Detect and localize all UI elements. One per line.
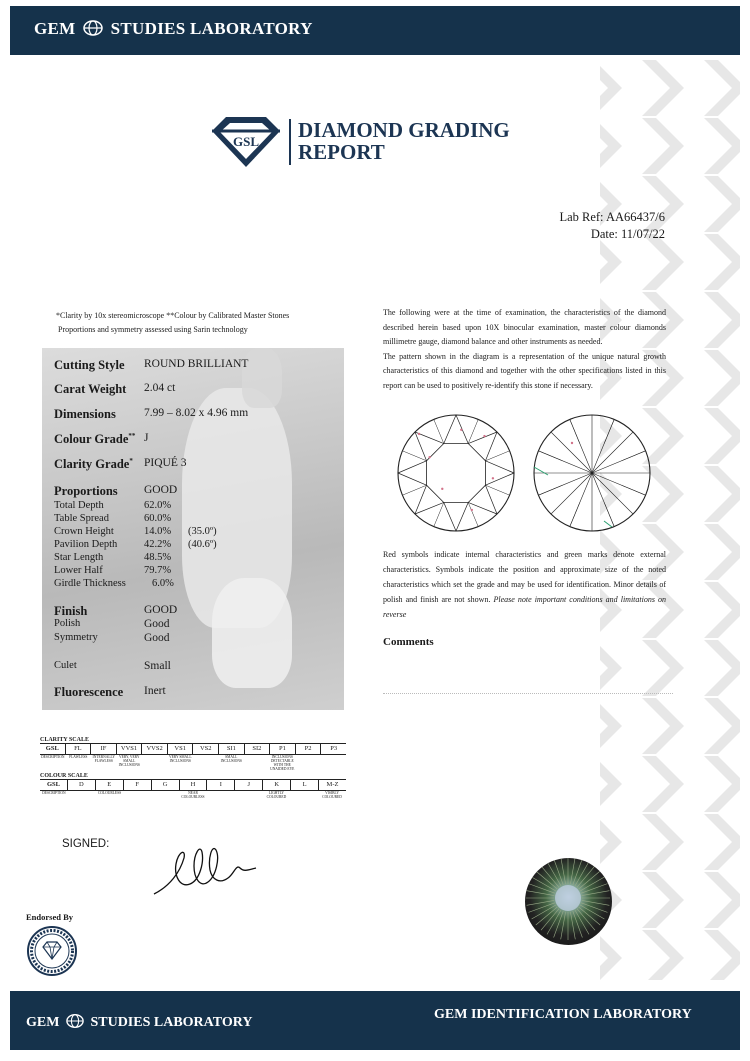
spec-value: GOOD: [144, 484, 178, 496]
gemmological-association-seal: [26, 925, 78, 977]
spec-symmetry: [54, 632, 170, 644]
examination-note-2: The pattern shown in the diagram is a representation of the unique natural growth characteristics of this diamond and together with the other specifications listed in this report can be used to positively re-identify this stone if necessary.: [383, 351, 666, 390]
spec-value: 79.7%: [144, 565, 172, 576]
spec-label: Polish: [54, 618, 81, 629]
report-date: Date: 11/07/22: [590, 227, 665, 241]
colour-grade: I: [206, 780, 234, 790]
clarity-description: SMALL INCLUSIONS: [220, 755, 242, 763]
clarity-description: [244, 755, 270, 762]
spec-label: Finish: [54, 604, 88, 618]
spec-pavilion-depth: [54, 539, 217, 550]
colour-scale-grades: [40, 779, 346, 791]
spec-value: 14.0%: [144, 526, 172, 537]
spec-label: Fluorescence: [54, 685, 124, 699]
clarity-grade: VS2: [192, 744, 218, 754]
spec-angle: (40.6º): [188, 539, 217, 550]
spec-value: 48.5%: [144, 552, 172, 563]
colour-description: DESCRIPTION: [42, 791, 66, 795]
spec-value: 6.0%: [152, 578, 174, 589]
colour-scale-descriptions: [40, 791, 346, 798]
spec-footnote-mark: **: [128, 432, 136, 440]
footer-title-lab: STUDIES LABORATORY: [90, 1015, 253, 1030]
report-title-line1: DIAMOND GRADING: [298, 118, 510, 142]
spec-value: Inert: [144, 685, 166, 697]
comments-heading: Comments: [383, 636, 434, 648]
colour-grade: GSL: [46, 781, 60, 788]
spec-value: ROUND BRILLIANT: [144, 358, 249, 370]
clarity-description: [295, 755, 321, 762]
spec-value: 2.04 ct: [144, 382, 176, 394]
clarity-grade: SI2: [244, 744, 270, 754]
plot-legend: [383, 547, 666, 622]
colour-grade: M-Z: [318, 780, 346, 790]
report-title-line2: REPORT: [298, 140, 385, 164]
colour-grade: H: [179, 780, 207, 790]
spec-label: Dimensions: [54, 407, 116, 421]
clarity-description: VERY SMALL INCLUSIONS: [168, 755, 192, 763]
spec-culet: [54, 660, 171, 672]
colour-description: VISIBLY COLOURED: [322, 791, 342, 799]
globe-icon: [83, 18, 103, 38]
clarity-description: [193, 755, 219, 762]
spec-value: 42.2%: [144, 539, 172, 550]
spec-label: Carat Weight: [54, 382, 127, 396]
footer-title-gem: GEM: [26, 1015, 60, 1030]
spec-label: Table Spread: [54, 513, 109, 524]
spec-label: Girdle Thickness: [54, 578, 126, 589]
colour-grade: K: [262, 780, 290, 790]
colour-description: [123, 791, 151, 798]
globe-icon: [66, 1012, 84, 1030]
spec-lower-half: [54, 565, 172, 576]
colour-description: [290, 791, 318, 798]
spec-label: Clarity Grade: [54, 457, 130, 472]
spec-label: Cutting Style: [54, 358, 125, 372]
spec-angle: (35.0º): [188, 526, 217, 537]
hologram-rays-icon: [525, 858, 612, 945]
colour-description: [151, 791, 179, 798]
footer-bar: [10, 991, 740, 1050]
spec-label: Symmetry: [54, 632, 98, 643]
signature-image: [150, 828, 260, 898]
comments-line: [383, 693, 673, 694]
clarity-description: [142, 755, 168, 762]
clarity-scale-descriptions: [40, 755, 346, 771]
colour-grade: L: [290, 780, 318, 790]
endorsed-label: Endorsed By: [26, 912, 73, 922]
logo-mark-text: GSL: [232, 134, 260, 149]
header-bar: [10, 6, 740, 55]
spec-label: Total Depth: [54, 500, 104, 511]
spec-label: Lower Half: [54, 565, 103, 576]
spec-value: Good: [144, 632, 170, 644]
signed-label: SIGNED:: [62, 838, 110, 850]
spec-total-depth: [54, 500, 172, 511]
examination-note-1: The following were at the time of examination, the characteristics of the diamond described herein based upon 10X binocular examination, master colour diamonds millimetre gauge, diamond balance and other instruments as needed.: [383, 308, 666, 346]
report-reference: [540, 209, 665, 243]
assessment-note-2: Proportions and symmetry assessed using Sarin technology: [58, 325, 248, 334]
spec-value: 60.0%: [144, 513, 172, 524]
colour-grade: E: [95, 780, 123, 790]
colour-grade: J: [234, 780, 262, 790]
colour-description: [68, 791, 96, 798]
gsl-diamond-icon: [208, 113, 284, 171]
colour-scale: [40, 773, 346, 798]
spec-label: Colour Grade: [54, 432, 129, 447]
colour-grade: D: [67, 780, 95, 790]
logo-divider: [289, 119, 291, 165]
clarity-grade: GSL: [45, 745, 59, 752]
clarity-grade: VVS1: [116, 744, 142, 754]
spec-value: 62.0%: [144, 500, 172, 511]
pavilion-plot: [534, 415, 650, 531]
clarity-scale: [40, 737, 346, 771]
spec-value: PIQUÉ 3: [144, 457, 187, 469]
spec-value: GOOD: [144, 604, 178, 616]
spec-label: Proportions: [54, 484, 118, 498]
clarity-grade: P2: [295, 744, 321, 754]
clarity-description: INCLUSIONS DETECTABLE WITH THE UNAIDED EYE: [270, 755, 295, 771]
header-title-gem: GEM: [34, 19, 76, 38]
plot-legend-text: Red symbols indicate internal characteristics and green marks denote external characteristics. Symbols indicate the position and approximate size of the noted characteristics which set the grade and may be used for identification. Minor details of polish and finish are not shown.: [383, 550, 666, 604]
colour-description: LIGHTLY COLOURED: [266, 791, 287, 799]
spec-label: Pavilion Depth: [54, 539, 118, 550]
clarity-scale-grades: [40, 743, 346, 755]
spec-crown-height: [54, 526, 217, 537]
report-title: [298, 119, 510, 163]
clarity-grade: IF: [90, 744, 116, 754]
clarity-grade: SI1: [218, 744, 244, 754]
examination-notes: [383, 306, 666, 393]
clarity-plot-diagram: [393, 410, 658, 536]
clarity-grade: VVS2: [141, 744, 167, 754]
clarity-description: VERY, VERY SMALL INCLUSIONS: [118, 755, 140, 767]
spec-footnote-mark: *: [129, 457, 133, 465]
clarity-scale-title: CLARITY SCALE: [40, 737, 89, 743]
footer-left-title: [26, 1012, 252, 1031]
spec-polish: [54, 618, 170, 630]
spec-value: Good: [144, 618, 170, 630]
plot-legend-note: Please note important conditions and limitations on reverse: [383, 595, 666, 619]
spec-star-length: [54, 552, 172, 563]
clarity-description: [321, 755, 347, 762]
clarity-description: FLAWLESS: [69, 755, 88, 759]
assessment-notes: [56, 309, 356, 337]
hologram-seal: [525, 858, 612, 945]
spec-value: 7.99 – 8.02 x 4.96 mm: [144, 407, 249, 419]
assessment-note-1: *Clarity by 10x stereomicroscope **Colour by Calibrated Master Stones: [56, 311, 290, 320]
colour-description: [235, 791, 263, 798]
spec-label: Culet: [54, 660, 77, 671]
report-logo: [208, 113, 508, 173]
colour-scale-title: COLOUR SCALE: [40, 773, 88, 779]
colour-description: COLOURLESS: [97, 791, 122, 795]
footer-right-title: GEM IDENTIFICATION LABORATORY: [434, 1007, 692, 1022]
spec-girdle-thickness: [54, 578, 174, 589]
colour-grade: G: [151, 780, 179, 790]
spec-label: Star Length: [54, 552, 104, 563]
clarity-description: INTERNALLY FLAWLESS: [92, 755, 115, 763]
spec-table-spread: [54, 513, 172, 524]
crown-plot: [398, 415, 514, 531]
clarity-grade: P1: [269, 744, 295, 754]
spec-value: J: [144, 432, 149, 444]
clarity-description: DESCRIPTION: [41, 755, 65, 759]
header-title: [34, 18, 313, 39]
lab-ref: Lab Ref: AA66437/6: [559, 210, 665, 224]
spec-label: Crown Height: [54, 526, 114, 537]
clarity-grade: VS1: [167, 744, 193, 754]
colour-description: [207, 791, 235, 798]
clarity-grade: FL: [65, 744, 91, 754]
header-title-lab: STUDIES LABORATORY: [110, 19, 313, 38]
spec-value: Small: [144, 660, 171, 672]
clarity-grade: P3: [320, 744, 346, 754]
colour-grade: F: [123, 780, 151, 790]
colour-description: NEAR COLOURLESS: [181, 791, 205, 799]
